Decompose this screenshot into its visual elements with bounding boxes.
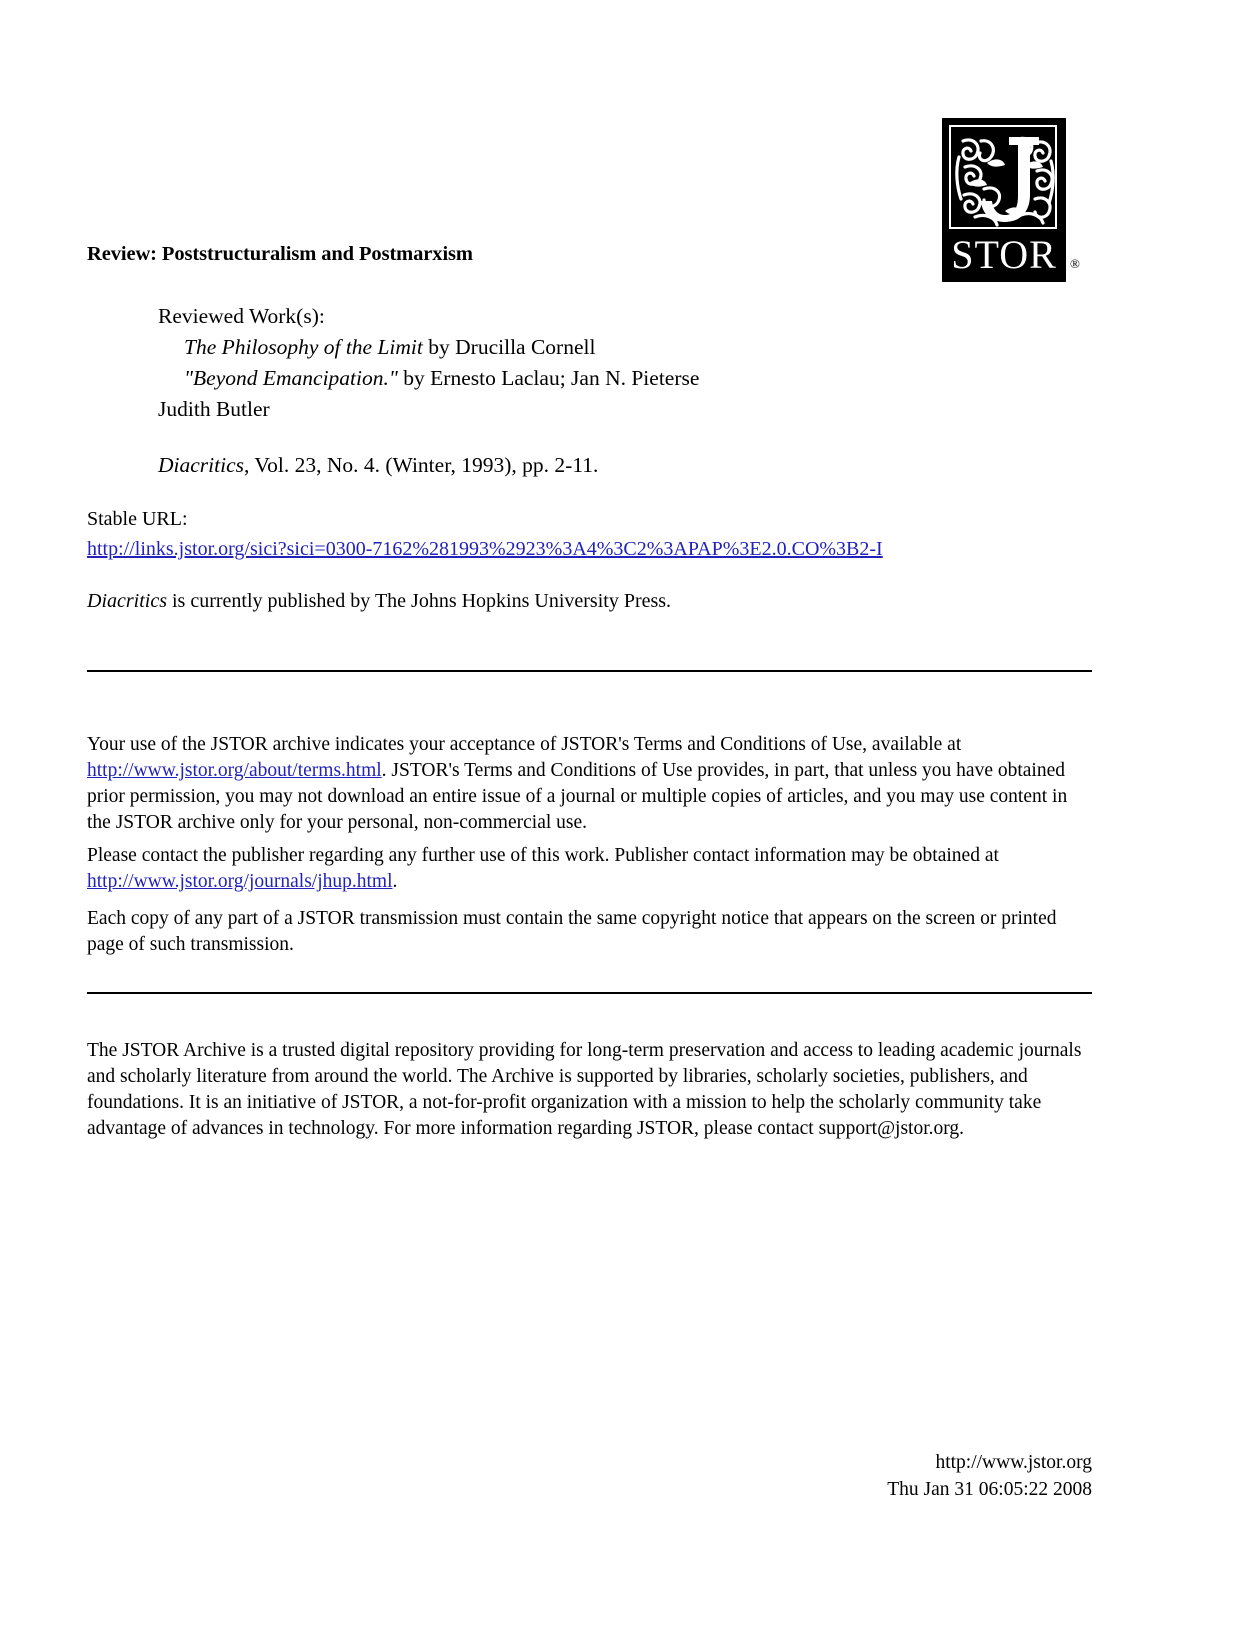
reviewed-works-block xyxy=(158,301,699,394)
ornate-j-icon xyxy=(951,127,1059,231)
archive-description-paragraph: The JSTOR Archive is a trusted digital repository providing for long-term preservation and access to leading academic journals and scholarly literature from around the world. The Archive is supported by libraries, scholarly societies, publishers, and foundations. It is an initiative of JSTOR, a not-for-profit organization with a mission to help the scholarly community take advantage of advances in technology. For more information regarding JSTOR, please contact support@jstor.org. xyxy=(87,1040,1082,1139)
contact-text-after-link: . xyxy=(392,871,398,892)
stable-url-link[interactable]: http://links.jstor.org/sici?sici=0300-7162%281993%2923%3A4%3C2%3APAP%3E2.0.CO%3B2-I xyxy=(87,538,883,560)
reviewed-work-title: The Philosophy of the Limit xyxy=(184,335,423,359)
terms-link[interactable]: http://www.jstor.org/about/terms.html xyxy=(87,760,382,781)
stable-url-label: Stable URL: xyxy=(87,508,188,530)
page-title: Review: Poststructuralism and Postmarxism xyxy=(87,243,473,265)
publisher-contact-paragraph xyxy=(87,843,1093,895)
reviewed-work-byline: by Ernesto Laclau; Jan N. Pieterse xyxy=(397,366,700,390)
reviewed-work-title: "Beyond Emancipation." xyxy=(184,366,398,390)
registered-trademark-icon: ® xyxy=(1070,256,1080,271)
jstor-logo-box xyxy=(942,118,1066,282)
reviewed-works-label: Reviewed Work(s): xyxy=(158,304,325,328)
terms-text-before-link: Your use of the JSTOR archive indicates your acceptance of JSTOR's Terms and Conditions of Use, available at xyxy=(87,734,962,755)
reviewed-work-item xyxy=(158,363,699,394)
publisher-note-text: is currently published by The Johns Hopkins University Press. xyxy=(167,590,672,612)
contact-text-before-link: Please contact the publisher regarding any further use of this work. Publisher contact information may be obtained at xyxy=(87,845,999,866)
terms-paragraph xyxy=(87,732,1093,836)
page-footer xyxy=(887,1449,1092,1503)
publisher-note xyxy=(87,590,671,613)
citation-details: , Vol. 23, No. 4. (Winter, 1993), pp. 2-11. xyxy=(244,453,599,477)
terms-text-after-link: . JSTOR's Terms and Conditions of Use provides, in part, that unless you have obtained prior permission, you may not download an entire issue of a journal or multiple copies of articles, and you may use content in the JSTOR archive only for your personal, non-commercial use. xyxy=(87,760,1068,833)
jstor-logo xyxy=(942,118,1080,288)
jstor-logo-frame xyxy=(949,125,1057,229)
publisher-note-journal: Diacritics xyxy=(87,590,167,612)
divider-bottom xyxy=(87,992,1092,994)
divider-top xyxy=(87,670,1092,672)
jstor-wordmark: STOR xyxy=(951,232,1057,277)
citation-journal: Diacritics xyxy=(158,453,244,477)
reviewed-work-item xyxy=(158,332,699,363)
publisher-journals-link[interactable]: http://www.jstor.org/journals/jhup.html xyxy=(87,871,393,892)
review-author: Judith Butler xyxy=(158,397,270,421)
footer-timestamp: Thu Jan 31 06:05:22 2008 xyxy=(887,1479,1092,1500)
copyright-notice-paragraph: Each copy of any part of a JSTOR transmission must contain the same copyright notice that appears on the screen or printed page of such transmission. xyxy=(87,908,1057,955)
reviewed-work-byline: by Drucilla Cornell xyxy=(422,335,596,359)
citation xyxy=(158,450,598,481)
footer-url: http://www.jstor.org xyxy=(935,1452,1092,1473)
